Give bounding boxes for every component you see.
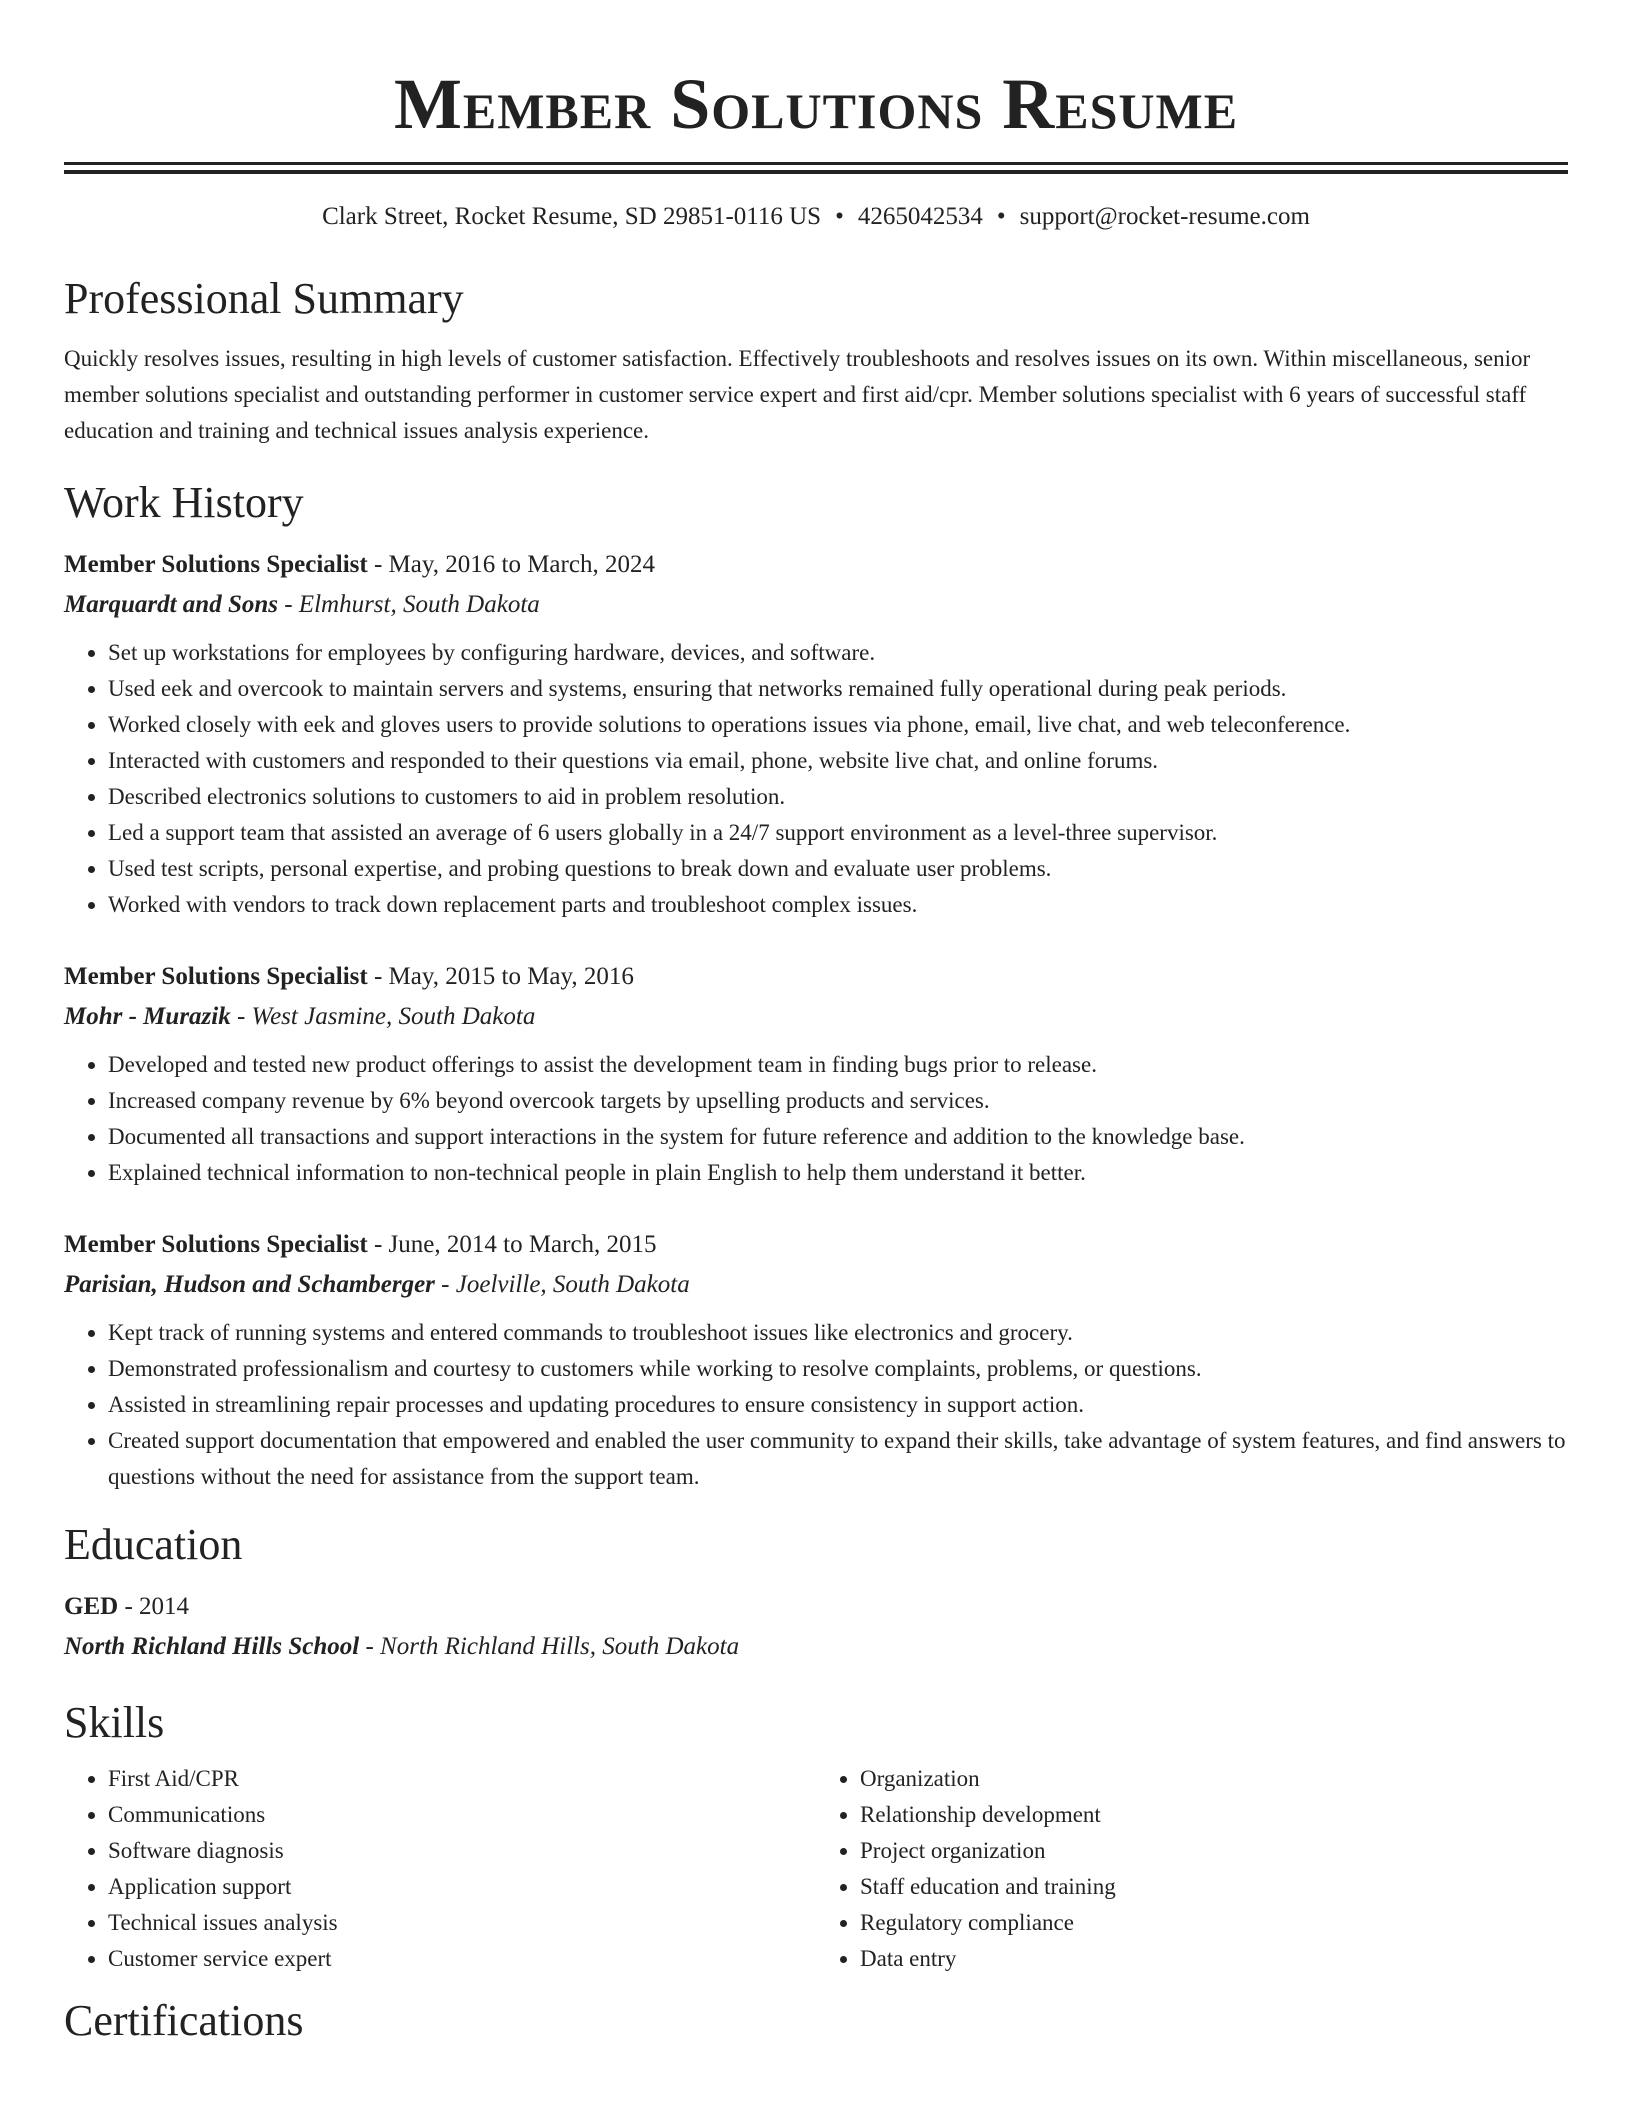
job-location: - West Jasmine, South Dakota (230, 1003, 536, 1030)
list-item: • Kept track of running systems and entered commands to troubleshoot issues like electronics and grocery. (108, 1315, 1568, 1351)
summary-text: Quickly resolves issues, resulting in high levels of customer satisfaction. Effectively troubleshoots and resolves issues on its own. Within miscellaneous, senior member solutions specialist and outstanding performer in customer service expert and first aid/cpr. Member solutions specialist with 6 years of successful staff education and training and technical issues analysis experience. (64, 346, 1531, 443)
list-item: • Created support documentation that empowered and enabled the user community to expand their skills, take advantage of system features, and find answers to questions without the need for assistance from the support team. (108, 1423, 1568, 1495)
list-item: • Used test scripts, personal expertise, and probing questions to break down and evaluate user problems. (108, 851, 1568, 887)
contact-email: support@rocket-resume.com (1019, 203, 1310, 230)
skills-heading: Skills (64, 1698, 165, 1747)
list-item: • Increased company revenue by 6% beyond overcook targets by upselling products and services. (108, 1083, 1568, 1119)
job-company: Marquardt and Sons (64, 591, 278, 618)
education-year: - 2014 (118, 1593, 190, 1620)
education-degree-line (64, 1587, 1568, 1627)
job-dates: - May, 2016 to March, 2024 (367, 551, 655, 578)
education-entry (64, 1587, 1568, 1667)
list-item: • Application support (108, 1869, 816, 1905)
list-item: • Assisted in streamlining repair processes and updating procedures to ensure consistency in support action. (108, 1387, 1568, 1423)
list-item: • Relationship development (860, 1797, 1568, 1833)
job-dates: - May, 2015 to May, 2016 (367, 963, 634, 990)
list-item: • Technical issues analysis (108, 1905, 816, 1941)
contact-line (64, 201, 1568, 233)
list-item: • Worked closely with eek and gloves users to provide solutions to operations issues via phone, email, live chat, and web teleconference. (108, 707, 1568, 743)
job-employer (64, 585, 1568, 625)
contact-separator: • (996, 203, 1006, 230)
list-item: • Software diagnosis (108, 1833, 816, 1869)
list-item: • Documented all transactions and support interactions in the system for future reference and addition to the knowledge base. (108, 1119, 1568, 1155)
contact-phone: 4265042534 (857, 203, 983, 230)
list-item: • First Aid/CPR (108, 1761, 816, 1797)
education-degree: GED (64, 1593, 119, 1620)
list-item: • Worked with vendors to track down replacement parts and troubleshoot complex issues. (108, 887, 1568, 923)
job-bullet-list (64, 635, 1568, 923)
job-location: - Joelville, South Dakota (434, 1271, 690, 1298)
job-header (64, 545, 1568, 585)
contact-address: Clark Street, Rocket Resume, SD 29851-0116 US (322, 203, 822, 230)
job-entry (64, 957, 1568, 1191)
job-header (64, 1225, 1568, 1265)
job-location: - Elmhurst, South Dakota (277, 591, 540, 618)
list-item: • Organization (860, 1761, 1568, 1797)
job-employer (64, 997, 1568, 1037)
job-bullet-list (64, 1047, 1568, 1191)
resume-title: Member Solutions Resume (393, 64, 1239, 144)
education-location: - North Richland Hills, South Dakota (359, 1633, 740, 1660)
list-item: • Interacted with customers and responded to their questions via email, phone, website live chat, and online forums. (108, 743, 1568, 779)
title-double-rule (64, 162, 1568, 165)
list-item: • Explained technical information to non-technical people in plain English to help them understand it better. (108, 1155, 1568, 1191)
job-header (64, 957, 1568, 997)
job-company: Parisian, Hudson and Schamberger (64, 1271, 435, 1298)
education-school: North Richland Hills School (64, 1633, 360, 1660)
list-item: • Demonstrated professionalism and courtesy to customers while working to resolve complaints, problems, or questions. (108, 1351, 1568, 1387)
job-title: Member Solutions Specialist (64, 963, 368, 990)
list-item: • Regulatory compliance (860, 1905, 1568, 1941)
skills-list-left (64, 1761, 816, 1977)
list-item: • Led a support team that assisted an average of 6 users globally in a 24/7 support environment as a level-three supervisor. (108, 815, 1568, 851)
skills-columns (64, 1761, 1568, 1977)
summary-heading: Professional Summary (64, 274, 464, 323)
job-company: Mohr - Murazik (64, 1003, 231, 1030)
certifications-heading: Certifications (64, 1996, 304, 2045)
skills-list-right (816, 1761, 1568, 1977)
job-title: Member Solutions Specialist (64, 1231, 368, 1258)
job-employer (64, 1265, 1568, 1305)
list-item: • Set up workstations for employees by configuring hardware, devices, and software. (108, 635, 1568, 671)
list-item: • Described electronics solutions to customers to aid in problem resolution. (108, 779, 1568, 815)
job-dates: - June, 2014 to March, 2015 (367, 1231, 657, 1258)
job-entry (64, 1225, 1568, 1495)
list-item: • Developed and tested new product offerings to assist the development team in finding bugs prior to release. (108, 1047, 1568, 1083)
work-history-heading: Work History (64, 478, 304, 527)
education-school-line (64, 1627, 1568, 1667)
list-item: • Staff education and training (860, 1869, 1568, 1905)
job-entry (64, 545, 1568, 923)
list-item: • Project organization (860, 1833, 1568, 1869)
contact-separator: • (835, 203, 844, 230)
job-bullet-list (64, 1315, 1568, 1495)
list-item: • Communications (108, 1797, 816, 1833)
list-item: • Used eek and overcook to maintain servers and systems, ensuring that networks remained fully operational during peak periods. (108, 671, 1568, 707)
list-item: • Customer service expert (108, 1941, 816, 1977)
job-title: Member Solutions Specialist (64, 551, 368, 578)
list-item: • Data entry (860, 1941, 1568, 1977)
education-heading: Education (64, 1520, 243, 1569)
